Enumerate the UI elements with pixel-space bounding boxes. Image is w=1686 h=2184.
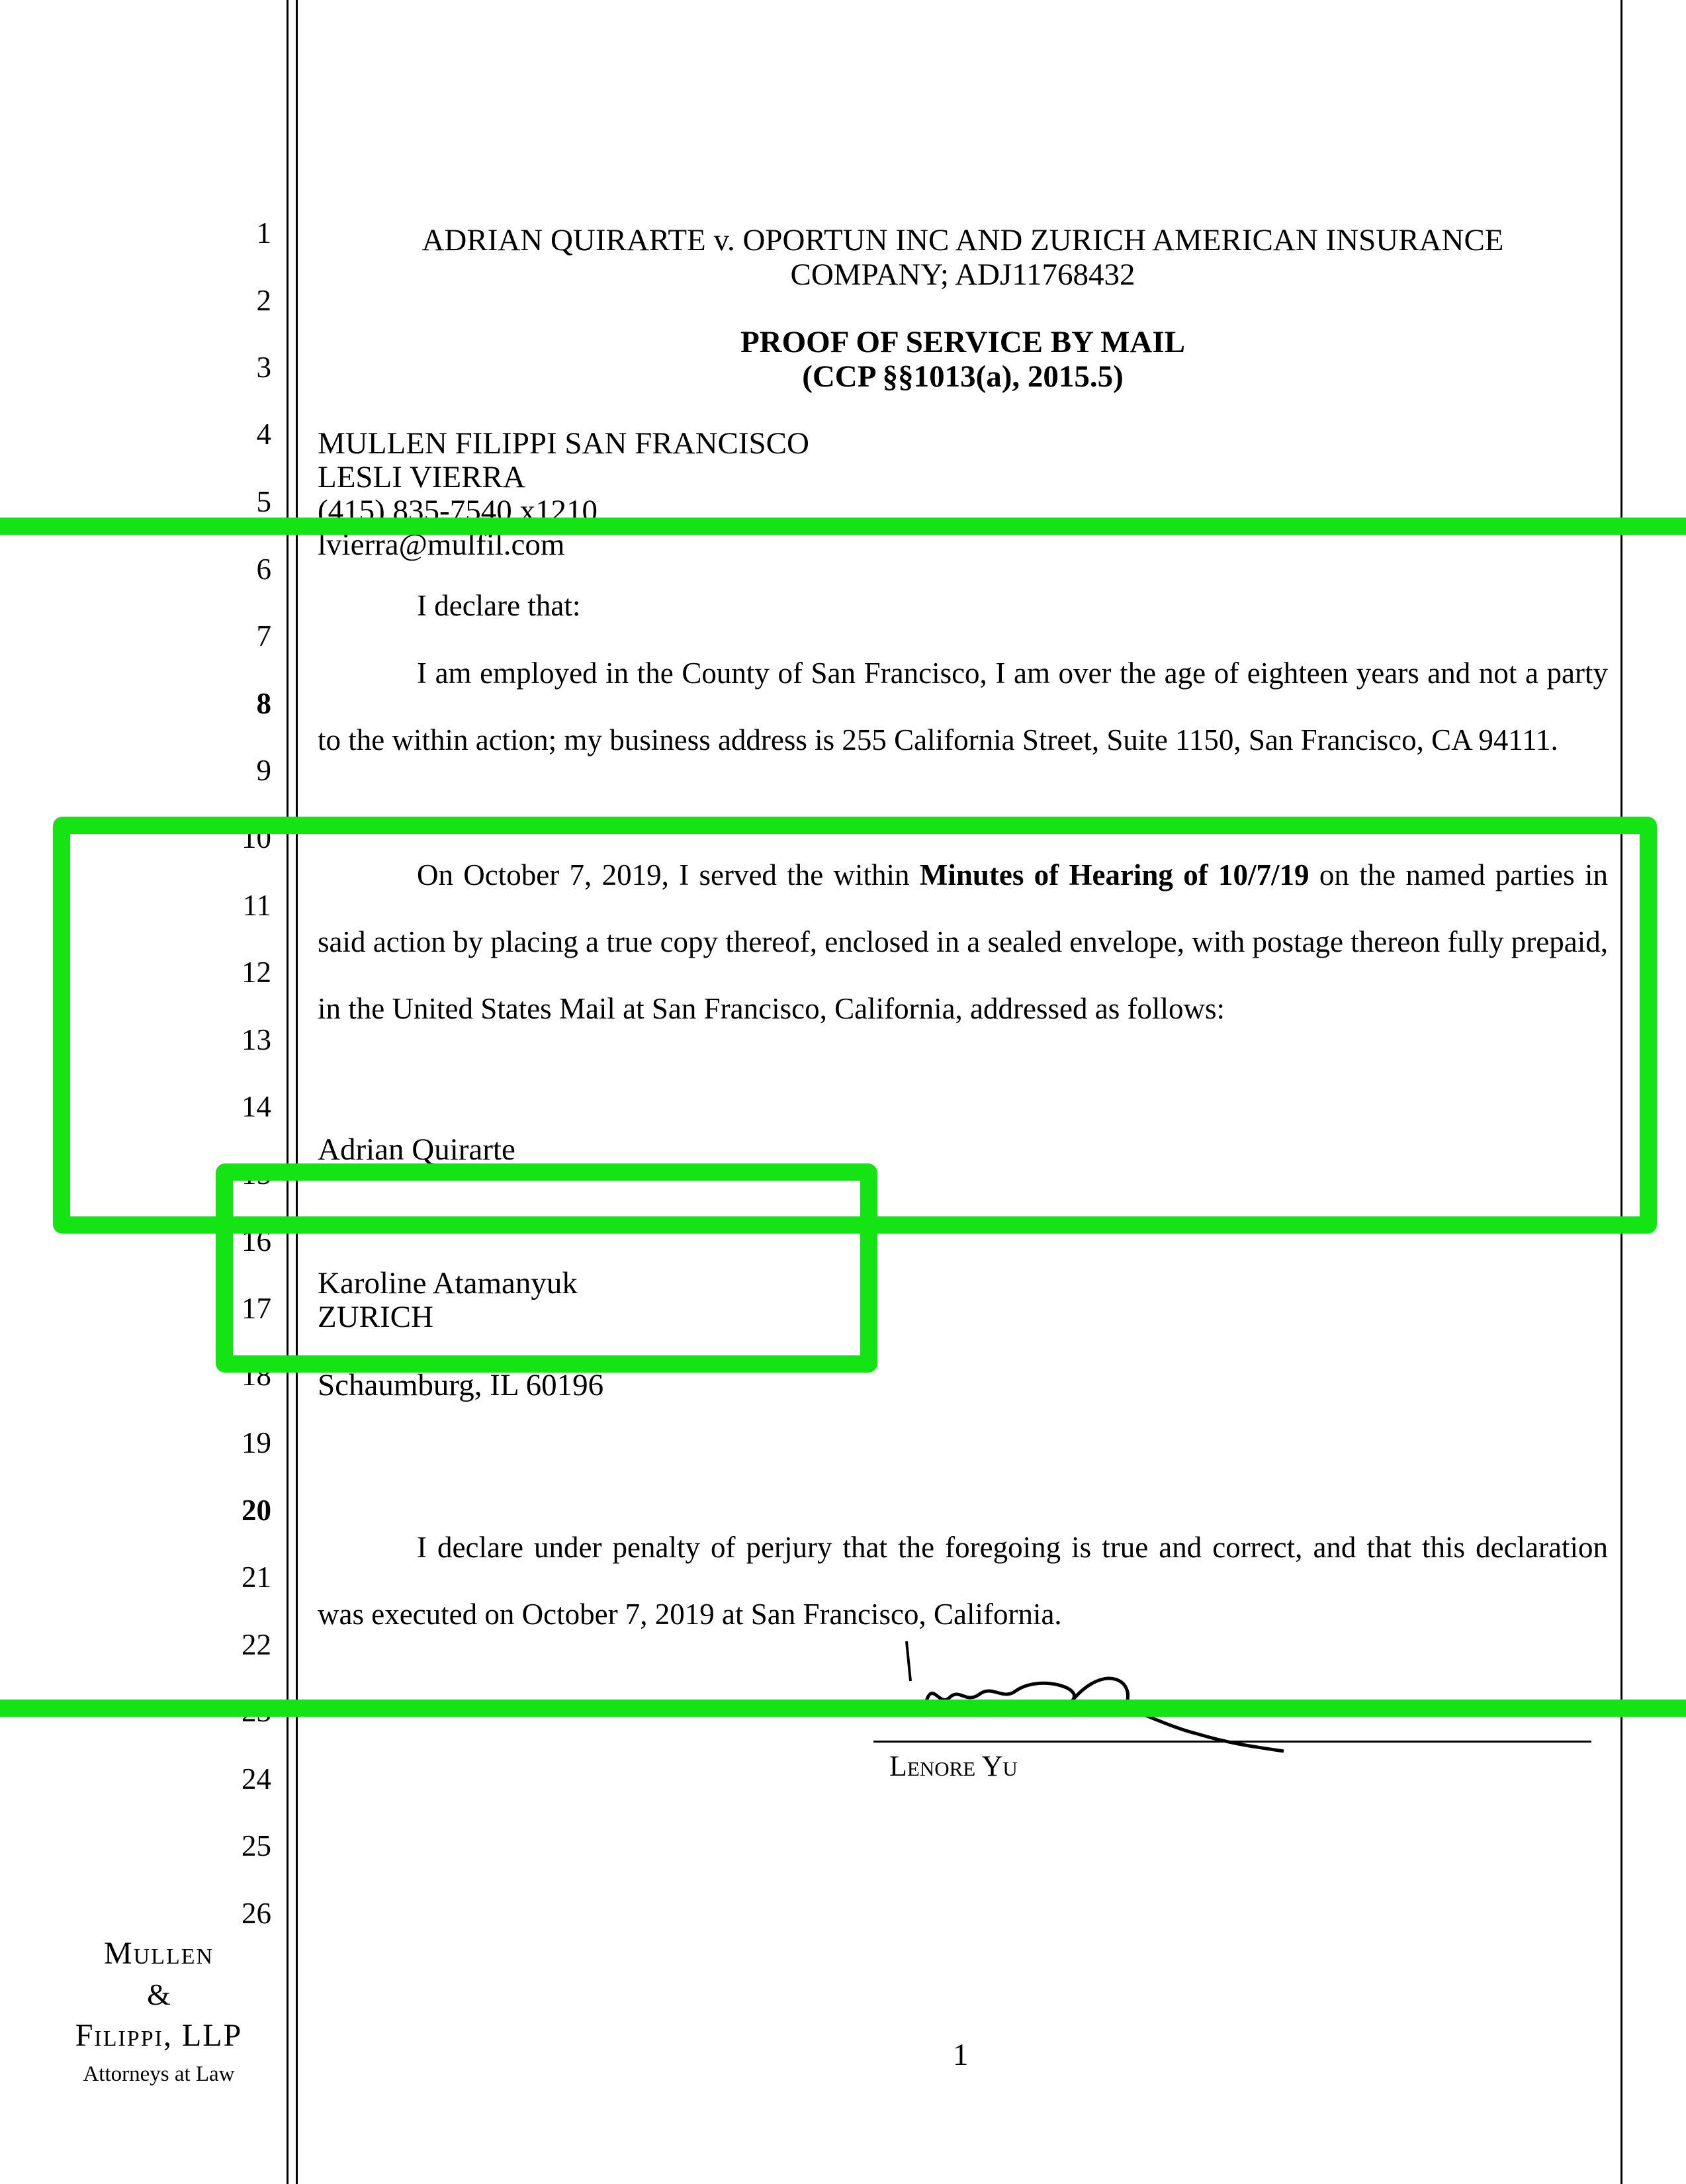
sender-email: lvierra@mulfil.com [318, 527, 565, 562]
sender-phone: (415) 835-7540 x1210 [318, 494, 598, 528]
line-number: 19 [242, 1426, 271, 1459]
line-number: 24 [242, 1762, 271, 1796]
line-number: 15 [242, 1158, 271, 1191]
line-number: 17 [242, 1292, 271, 1325]
case-caption-line-2: COMPANY; ADJ11768432 [790, 257, 1135, 292]
line-number: 26 [242, 1897, 271, 1930]
line-number: 9 [256, 754, 271, 787]
line-number: 14 [242, 1090, 271, 1123]
line-number: 3 [256, 351, 271, 384]
footer-firm-line-1: Mullen [103, 1936, 214, 1971]
addressee-name: Karoline Atamanyuk [318, 1266, 578, 1300]
line-number: 16 [242, 1224, 271, 1257]
line-number: 1 [256, 216, 271, 250]
footer-firm-line-3: Filippi, LLP [75, 2018, 243, 2053]
line-number: 4 [256, 418, 271, 451]
line-number: 10 [242, 821, 271, 854]
highlight-box-addressee [216, 1163, 877, 1373]
line-number: 22 [242, 1628, 271, 1661]
addressee-company: ZURICH [318, 1300, 433, 1334]
signature-line [873, 1741, 1591, 1743]
service-text-end: on the named parties in said action by placing a true copy thereof, enclosed in a sealed envelope, with postage thereon fully prepaid, in the United States Mail at San Francisco, California, addressed as follows: [318, 858, 1608, 1025]
service-text-start: On October 7, 2019, I served the within [417, 858, 920, 891]
page-number: 1 [953, 2038, 969, 2072]
footer-firm-line-2: & [147, 1978, 171, 2011]
line-number: 12 [242, 956, 271, 989]
line-number: 25 [242, 1829, 271, 1862]
line-number: 7 [256, 619, 271, 653]
employment-paragraph: I am employed in the County of San Francisco, I am over the age of eighteen years and not a party to the within action; my business address is 255 California Street, Suite 1150, San Francisco, CA 94111. [318, 657, 1608, 756]
served-document-title: Minutes of Hearing of 10/7/19 [919, 858, 1309, 891]
addressee-name: Adrian Quirarte [318, 1132, 515, 1167]
addressee-city: Schaumburg, IL 60196 [318, 1368, 604, 1402]
line-number: 23 [242, 1695, 271, 1728]
document-title: PROOF OF SERVICE BY MAIL [740, 325, 1186, 359]
declare-intro: I declare that: [417, 589, 581, 622]
line-number: 5 [256, 485, 271, 518]
case-caption-line-1: ADRIAN QUIRARTE v. OPORTUN INC AND ZURICH AMERICAN INSURANCE [421, 223, 1504, 257]
document-subtitle: (CCP §§1013(a), 2015.5) [802, 359, 1124, 394]
line-number: 20 [242, 1494, 271, 1527]
line-number: 18 [242, 1359, 271, 1392]
sender-name: LESLI VIERRA [318, 460, 525, 494]
line-number: 11 [242, 889, 271, 922]
line-number: 2 [256, 284, 271, 317]
signer-name: Lenore Yu [889, 1750, 1018, 1782]
line-number: 8 [256, 687, 271, 720]
footer-firm-line-4: Attorneys at Law [83, 2062, 235, 2086]
line-number: 13 [242, 1023, 271, 1056]
line-number: 6 [256, 553, 271, 586]
penalty-paragraph: I declare under penalty of perjury that the foregoing is true and correct, and that this declaration was executed on October 7, 2019 at San Francisco, California. [318, 1531, 1608, 1631]
sender-firm: MULLEN FILIPPI SAN FRANCISCO [318, 426, 809, 461]
line-number: 21 [242, 1561, 271, 1594]
